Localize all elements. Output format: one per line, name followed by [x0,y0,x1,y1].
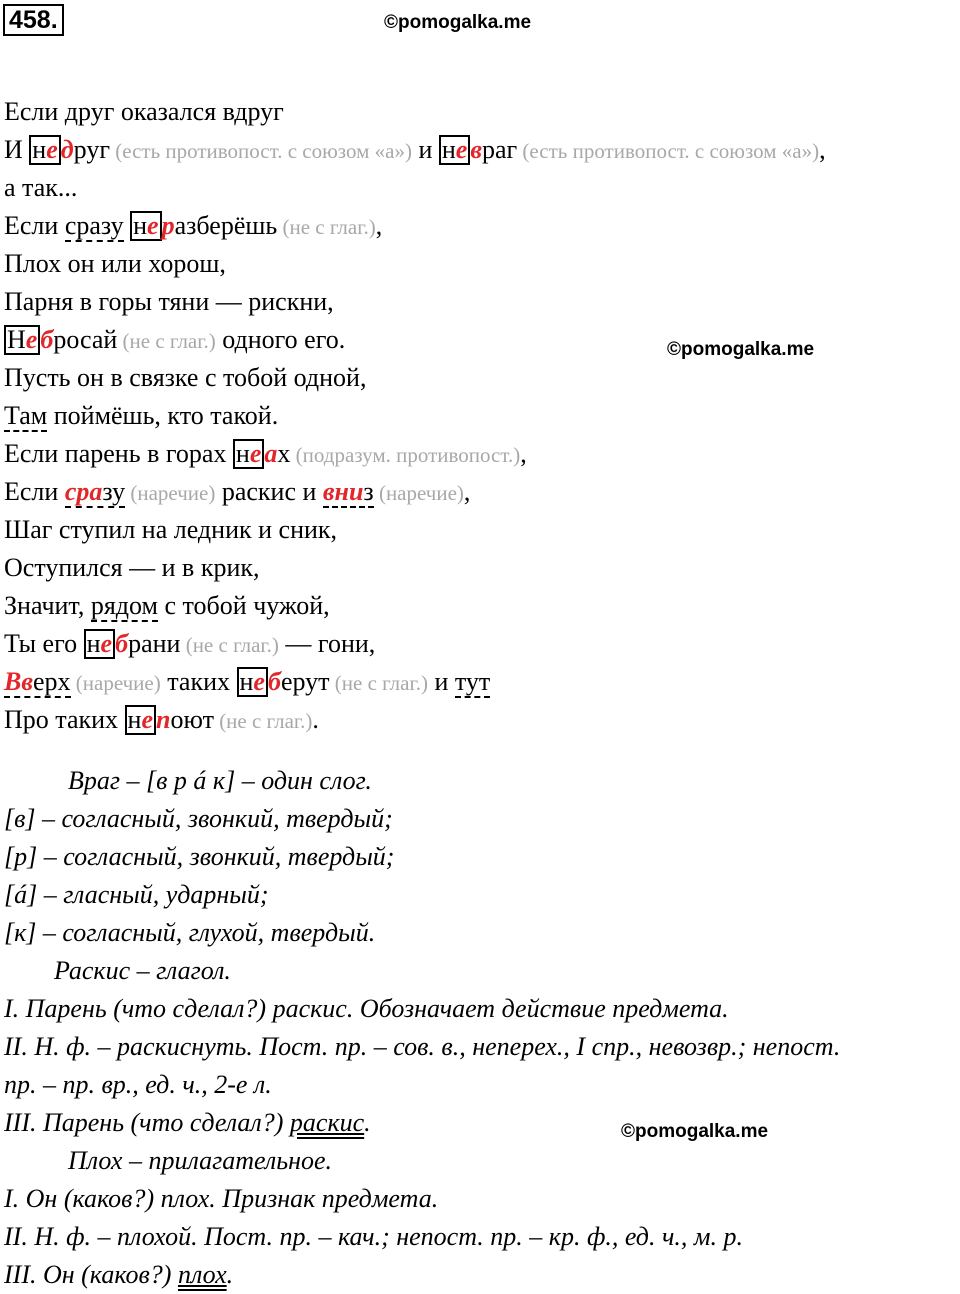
watermark-middle: ©pomogalka.me [667,339,815,360]
text: , [819,135,826,164]
note: (наречие) [373,481,464,505]
text: х [277,439,291,468]
highlight: б [115,629,129,658]
note: (наречие) [125,481,216,505]
text: с тобой чужой, [158,591,330,620]
ne-box: не [439,135,470,165]
predicate: плох [177,1260,227,1289]
text: раскис и [215,477,323,506]
poem-line: Если сразу не разберёшь (не с глаг.), [4,211,383,240]
predicate: раскис [289,1108,365,1137]
poem-line: Если парень в горах не ах (подразум. противопост.), [4,439,527,468]
poem-line: Шаг ступил на ледник и сник, [4,515,338,544]
adverb: ерх [32,667,71,696]
poem-line: Оступился — и в крик, [4,553,260,582]
text: таких [160,667,237,696]
poem-line: Пусть он в связке с тобой одной, [4,363,367,392]
note: (наречие) [70,671,161,695]
highlight: сра [64,477,103,506]
poem-line [4,625,960,663]
analysis-line: пр. – пр. вр., ед. ч., 2-е л. [4,1070,272,1099]
adverb: зу [102,477,126,506]
adverb: сразу [64,211,124,240]
analysis-line: I. Он (каков?) плох. Признак предмета. [4,1184,439,1213]
analysis-line: Враг – [в р á к] – один слог. [68,766,372,795]
text: азберёшь [174,211,278,240]
text: раг [481,135,518,164]
analysis-text [4,762,960,1294]
highlight: в [470,135,482,164]
highlight: п [156,705,171,734]
highlight: д [60,135,74,164]
text: И [4,135,30,164]
note: (не с глаг.) [180,633,279,657]
note: (не с глаг.) [329,671,428,695]
poem-line: Про таких не поют (не с глаг.). [4,705,319,734]
highlight: а [264,439,278,468]
ne-box: не [130,211,161,241]
text: Если [4,211,65,240]
adverb: тут [454,667,491,696]
poem-line [4,397,960,435]
poem-line: Плох он или хорош, [4,249,226,278]
text: рани [128,629,181,658]
text: Значит, [4,591,91,620]
highlight: б [40,325,54,354]
analysis-line: [á] – гласный, ударный; [4,880,269,909]
text: росай [53,325,118,354]
highlight: Вв [4,667,33,696]
ne-box: Не [4,325,40,355]
highlight: б [267,667,281,696]
analysis-line: [в] – согласный, звонкий, твердый; [4,804,393,833]
ne-box: не [125,705,156,735]
poem-line: а так... [4,173,78,202]
poem-line: Парня в горы тяни — рискни, [4,287,334,316]
poem-line: Если друг оказался вдруг [4,97,284,126]
adverb: з [363,477,374,506]
text: Про таких [4,705,125,734]
note: (не с глаг.) [213,709,313,733]
highlight: р [161,211,175,240]
text: — гони, [278,629,376,658]
text: Если [4,477,65,506]
analysis-line: II. Н. ф. – раскиснуть. Пост. пр. – сов. в., неперех., I спр., невозвр.; непост. [4,1032,841,1061]
analysis-line: II. Н. ф. – плохой. Пост. пр. – кач.; непост. пр. – кр. ф., ед. ч., м. р. [4,1222,743,1251]
text: и [427,667,455,696]
text: руг [73,135,110,164]
text: Если парень в горах [4,439,233,468]
analysis-line: I. Парень (что сделал?) раскис. Обозначает действие предмета. [4,994,729,1023]
poem-text [4,93,960,739]
text: поймёшь, кто такой. [47,401,279,430]
watermark-bottom: ©pomogalka.me [621,1121,769,1142]
text: одного его. [215,325,346,354]
analysis-line: Раскис – глагол. [54,956,231,985]
ne-box: не [237,667,268,697]
analysis-line: [к] – согласный, глухой, твердый. [4,918,376,947]
ne-box: не [233,439,264,469]
poem-line [4,131,960,169]
adverb: Там [4,401,48,430]
poem-line: Если сразу (наречие) раскис и вниз (наречие), [4,477,471,506]
text: оют [170,705,214,734]
analysis-line: [р] – согласный, звонкий, твердый; [4,842,395,871]
note: (подразум. противопост.) [290,443,521,467]
ne-box: не [29,135,60,165]
analysis-line: III. Парень (что сделал?) раскис. [4,1108,371,1137]
ne-box: не [84,629,115,659]
poem-line [4,587,960,625]
poem-line [4,663,960,701]
highlight: вни [322,477,364,506]
note: (есть противопост. с союзом «а») [517,139,820,163]
note: (не с глаг.) [277,215,376,239]
text: и [411,135,439,164]
text: ерут [280,667,330,696]
poem-line [4,321,960,359]
adverb: рядом [90,591,158,620]
exercise-number: 458. [3,4,64,36]
analysis-line: Плох – прилагательное. [68,1146,333,1175]
note: (есть противопост. с союзом «а») [109,139,412,163]
analysis-line: III. Он (каков?) плох. [4,1260,234,1289]
note: (не с глаг.) [117,329,216,353]
text: Ты его [4,629,84,658]
watermark-top: ©pomogalka.me [384,12,532,33]
